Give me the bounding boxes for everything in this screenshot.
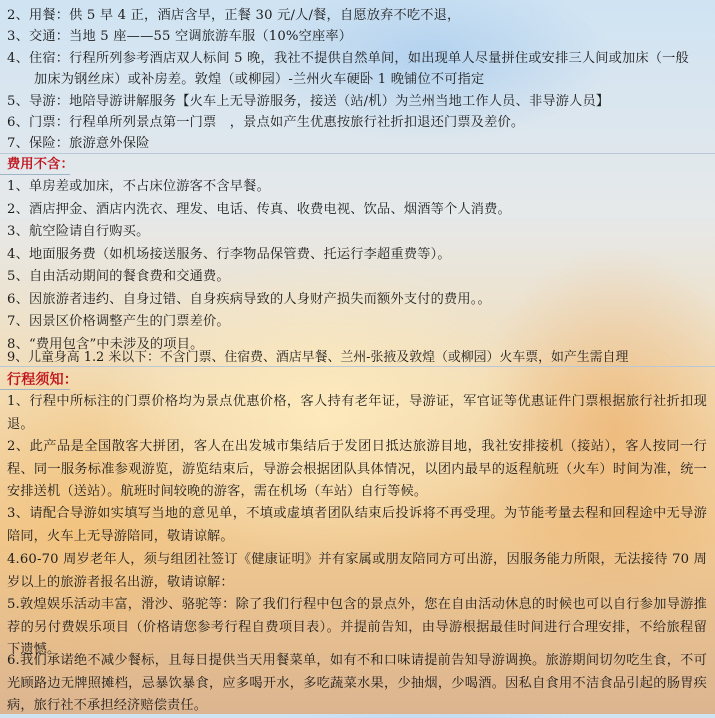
notes-item: 1、行程中所标注的门票价格均为景点优惠价格，客人持有老年证，导游证，军官证等优惠证件门票根据旅行社折扣现退。 <box>7 394 707 432</box>
excluded-item: 3、航空险请自行购买。 <box>7 224 150 239</box>
included-insurance: 7、保险：旅游意外保险 <box>7 136 150 151</box>
notes-item: 6.我们承诺绝不减少餐标，且每日提供当天用餐菜单，如有不和口味请提前告知导游调换。旅游期间切勿吃生食，不可光顾路边无牌照摊档，忌暴饮暴食，应多喝开水，多吃蔬菜水果，少抽烟，少喝酒。因私自食用不洁食品引起的肠胃疾病，旅行社不承担经济赔偿责任。 <box>7 653 707 714</box>
excluded-item: 2、酒店押金、酒店内洗衣、理发、电话、传真、收费电视、饮品、烟酒等个人消费。 <box>7 202 511 217</box>
excluded-item: 1、单房差或加床，不占床位游客不含早餐。 <box>7 179 270 194</box>
excluded-title-rule <box>0 174 70 175</box>
included-lodging: 4、住宿：行程所列参考酒店双人标间 5 晚，我社不提供自然单间，如出现单人尽量拼住或安排三人间或加床（一般 <box>7 51 689 66</box>
excluded-item: 7、因景区价格调整产生的门票差价。 <box>7 314 230 329</box>
notes-item: 5.敦煌娱乐活动丰富，滑沙、骆驼等：除了我们行程中包含的景点外，您在自由活动休息的时候也可以自行参加导游推荐的另付费娱乐项目（价格请您参考行程自费项目表）。并提前告知，由导游根据最佳时间进行合理安排，不给旅程留下遗憾。 <box>7 597 707 658</box>
included-transport: 3、交通：当地 5 座——55 空调旅游车服（10%空座率） <box>7 29 353 44</box>
included-lodging-cont: 加床为钢丝床）或补房差。敦煌（或柳园）-兰州火车硬卧 1 晚铺位不可指定 <box>34 72 485 87</box>
excluded-item: 5、自由活动期间的餐食费和交通费。 <box>7 269 230 284</box>
notes-item: 2、此产品是全国散客大拼团，客人在出发城市集结后于发团日抵达旅游目地，我社安排接机（接站），客人按同一行程、同一服务标准参观游览，游览结束后，导游会根据团队具体情况，以团内最早的返程航班（火车）时间为准，统一安排送机（送站）。航班时间较晚的游客，需在机场（车站）自行等候。 <box>7 439 707 500</box>
travel-notes-section <box>0 366 715 715</box>
included-meal: 2、用餐：供 5 早 4 正，酒店含早，正餐 30 元/人/餐，自愿放弃不吃不退， <box>7 8 461 23</box>
notes-title-rule <box>0 389 70 390</box>
notes-item: 3、请配合导游如实填写当地的意见单，不填或虚填者团队结束后投诉将不再受理。为节能考量去程和回程途中无导游陪同，火车上无导游陪同，敬请谅解。 <box>7 506 707 544</box>
included-guide: 5、导游：地陪导游讲解服务【火车上无导游服务，接送（站/机）为兰州当地工作人员、非导游人员】 <box>7 94 610 109</box>
fees-excluded-section <box>0 153 715 367</box>
excluded-item: 4、地面服务费（如机场接送服务、行李物品保管费、托运行李超重费等）。 <box>7 247 451 262</box>
included-tickets: 6、门票：行程单所列景点第一门票 ，景点如产生优惠按旅行社折扣退还门票及差价。 <box>7 115 525 130</box>
excluded-title: 费用不含： <box>7 157 74 172</box>
excluded-item: 8、“费用包含”中未涉及的项目。 <box>7 337 204 352</box>
notes-item: 4.60-70 周岁老年人，须与组团社签订《健康证明》并有家属或朋友陪同方可出游，因服务能力所限，无法接待 70 周岁以上的旅游者报名出游，敬请谅解： <box>7 552 707 590</box>
excluded-item: 6、因旅游者违约、自身过错、自身疾病导致的人身财产损失而额外支付的费用。。 <box>7 292 491 307</box>
excluded-item: 9、儿童身高 1.2 米以下：不含门票、住宿费、酒店早餐、兰州-张掖及敦煌（或柳园）火车票，如产生需自理 <box>7 350 629 365</box>
fees-included-section <box>0 0 715 153</box>
notes-title: 行程须知： <box>7 372 78 388</box>
